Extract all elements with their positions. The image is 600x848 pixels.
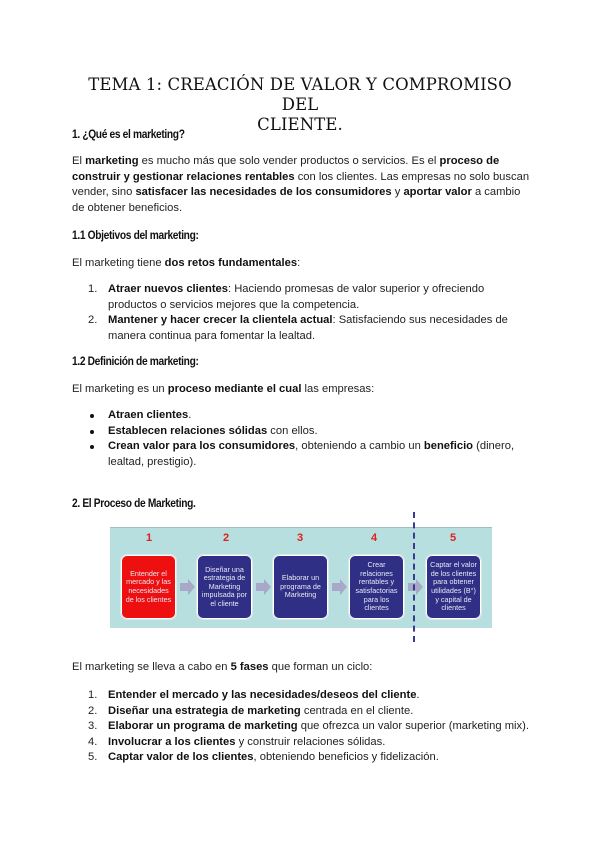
text: : Satisfaciendo sus necesidades de manera continua para fomentar la lealtad. bbox=[108, 314, 508, 342]
text: y construir relaciones sólidas. bbox=[235, 735, 386, 748]
bold-text: Diseñar una estrategia de marketing bbox=[108, 704, 301, 717]
bold-text: Mantener y hacer crecer la clientela actual bbox=[108, 314, 333, 326]
section-1-2-heading: 1.2 Definición de marketing: bbox=[72, 354, 199, 368]
text: con ellos. bbox=[267, 424, 318, 437]
step-label: Crear relaciones rentables y satisfactorias para los clientes bbox=[355, 560, 398, 613]
bold-text: satisfacer las necesidades de los consumidores bbox=[135, 186, 392, 198]
dashed-divider bbox=[413, 512, 415, 642]
definition-list bbox=[72, 408, 534, 470]
bullet-icon bbox=[90, 414, 94, 418]
text: : Haciendo promesas de valor superior y ofreciendo productos o servicios mejores que la competencia. bbox=[108, 283, 485, 311]
list-marker: 4. bbox=[88, 735, 98, 748]
list-item bbox=[72, 282, 534, 313]
marketing-process-diagram bbox=[110, 527, 492, 628]
text: con los clientes. Las empresas no solo buscan vender, sino bbox=[72, 170, 530, 198]
bold-text: proceso mediante el cual bbox=[167, 383, 302, 395]
step-number: 4 bbox=[370, 532, 378, 544]
text: a cambio de obtener beneficios. bbox=[72, 186, 521, 214]
document-title bbox=[70, 75, 530, 135]
step-label: Entender el mercado y las necesidades de los clientes bbox=[125, 568, 172, 604]
list-item bbox=[72, 719, 534, 735]
list-item bbox=[72, 408, 534, 424]
step-label: Diseñar una estrategia de Marketing impulsada por el cliente bbox=[201, 564, 248, 608]
text: , obteniendo a cambio un bbox=[295, 440, 424, 452]
step-number: 3 bbox=[296, 532, 304, 544]
step-box-3 bbox=[273, 555, 328, 619]
text: El marketing es un bbox=[72, 383, 168, 395]
bold-text: Atraer nuevos clientes bbox=[108, 283, 229, 295]
bold-text: Crean valor para los consumidores bbox=[108, 440, 296, 452]
list-item bbox=[72, 688, 534, 704]
text: centrada en el cliente. bbox=[300, 704, 414, 717]
list-marker: 2. bbox=[88, 704, 98, 717]
section-1-paragraph bbox=[72, 154, 534, 216]
list-item bbox=[72, 313, 534, 344]
list-item bbox=[72, 750, 534, 766]
section-2-heading: 2. El Proceso de Marketing. bbox=[72, 496, 196, 510]
section-1-1-heading: 1.1 Objetivos del marketing: bbox=[72, 228, 199, 242]
bold-text: Captar valor de los clientes bbox=[108, 751, 254, 763]
title-line-2: CLIENTE. bbox=[257, 115, 343, 134]
text: (dinero, lealtad, prestigio). bbox=[108, 440, 515, 468]
section-2-intro bbox=[72, 660, 534, 676]
list-item bbox=[72, 439, 534, 470]
list-item bbox=[72, 424, 534, 440]
text: El marketing tiene bbox=[72, 257, 165, 269]
text: : bbox=[297, 257, 301, 269]
text: y bbox=[391, 186, 404, 198]
list-item bbox=[72, 735, 534, 751]
text: es mucho más que solo vender productos o servicios. Es el bbox=[138, 155, 440, 167]
bold-text: Entender el mercado y las necesidades/deseos del cliente bbox=[108, 689, 417, 701]
step-number: 2 bbox=[222, 532, 230, 544]
text: que ofrezca un valor superior (marketing mix). bbox=[297, 720, 529, 732]
step-box-2 bbox=[197, 555, 252, 619]
text: que forman un ciclo: bbox=[268, 661, 373, 673]
list-marker: 3. bbox=[88, 720, 98, 732]
bold-text: Atraen clientes bbox=[108, 409, 189, 421]
bold-text: beneficio bbox=[423, 440, 474, 452]
step-box-5 bbox=[426, 555, 481, 619]
bold-text: marketing bbox=[85, 155, 139, 167]
bullet-icon bbox=[90, 430, 94, 434]
step-box-4 bbox=[349, 555, 404, 619]
list-marker: 1. bbox=[88, 283, 98, 295]
list-item bbox=[72, 704, 534, 720]
text: El marketing se lleva a cabo en bbox=[72, 661, 231, 673]
step-label: Captar el valor de los clientes para obtener utilidades (B°) y capital de clientes bbox=[430, 560, 477, 613]
step-box-1 bbox=[121, 555, 176, 619]
text: El bbox=[72, 155, 86, 167]
bold-text: Elaborar un programa de marketing bbox=[108, 720, 298, 732]
step-number: 1 bbox=[145, 532, 153, 544]
list-marker: 1. bbox=[88, 689, 98, 701]
bold-text: dos retos fundamentales bbox=[164, 257, 298, 269]
text: . bbox=[188, 409, 192, 421]
title-line-1: TEMA 1: CREACIÓN DE VALOR Y COMPROMISO DEL bbox=[88, 75, 512, 114]
phases-list bbox=[72, 688, 534, 766]
bold-text: 5 fases bbox=[230, 661, 269, 673]
step-number: 5 bbox=[449, 532, 457, 544]
step-label: Elaborar un programa de Marketing bbox=[280, 573, 321, 600]
list-marker: 2. bbox=[88, 314, 98, 326]
text: . bbox=[416, 689, 420, 701]
objectives-list bbox=[72, 282, 534, 344]
bold-text: Involucrar a los clientes bbox=[108, 735, 236, 748]
bold-text: Establecen relaciones sólidas bbox=[108, 424, 268, 437]
section-1-1-intro bbox=[72, 256, 534, 272]
section-1-heading: 1. ¿Qué es el marketing? bbox=[72, 127, 185, 141]
bold-text: aportar valor bbox=[403, 186, 472, 198]
text: las empresas: bbox=[301, 383, 375, 395]
list-marker: 5. bbox=[88, 751, 98, 763]
section-1-2-intro bbox=[72, 382, 534, 398]
bullet-icon bbox=[90, 445, 94, 449]
text: , obteniendo beneficios y fidelización. bbox=[253, 751, 439, 763]
bold-text: proceso de construir y gestionar relaciones rentables bbox=[72, 155, 500, 183]
